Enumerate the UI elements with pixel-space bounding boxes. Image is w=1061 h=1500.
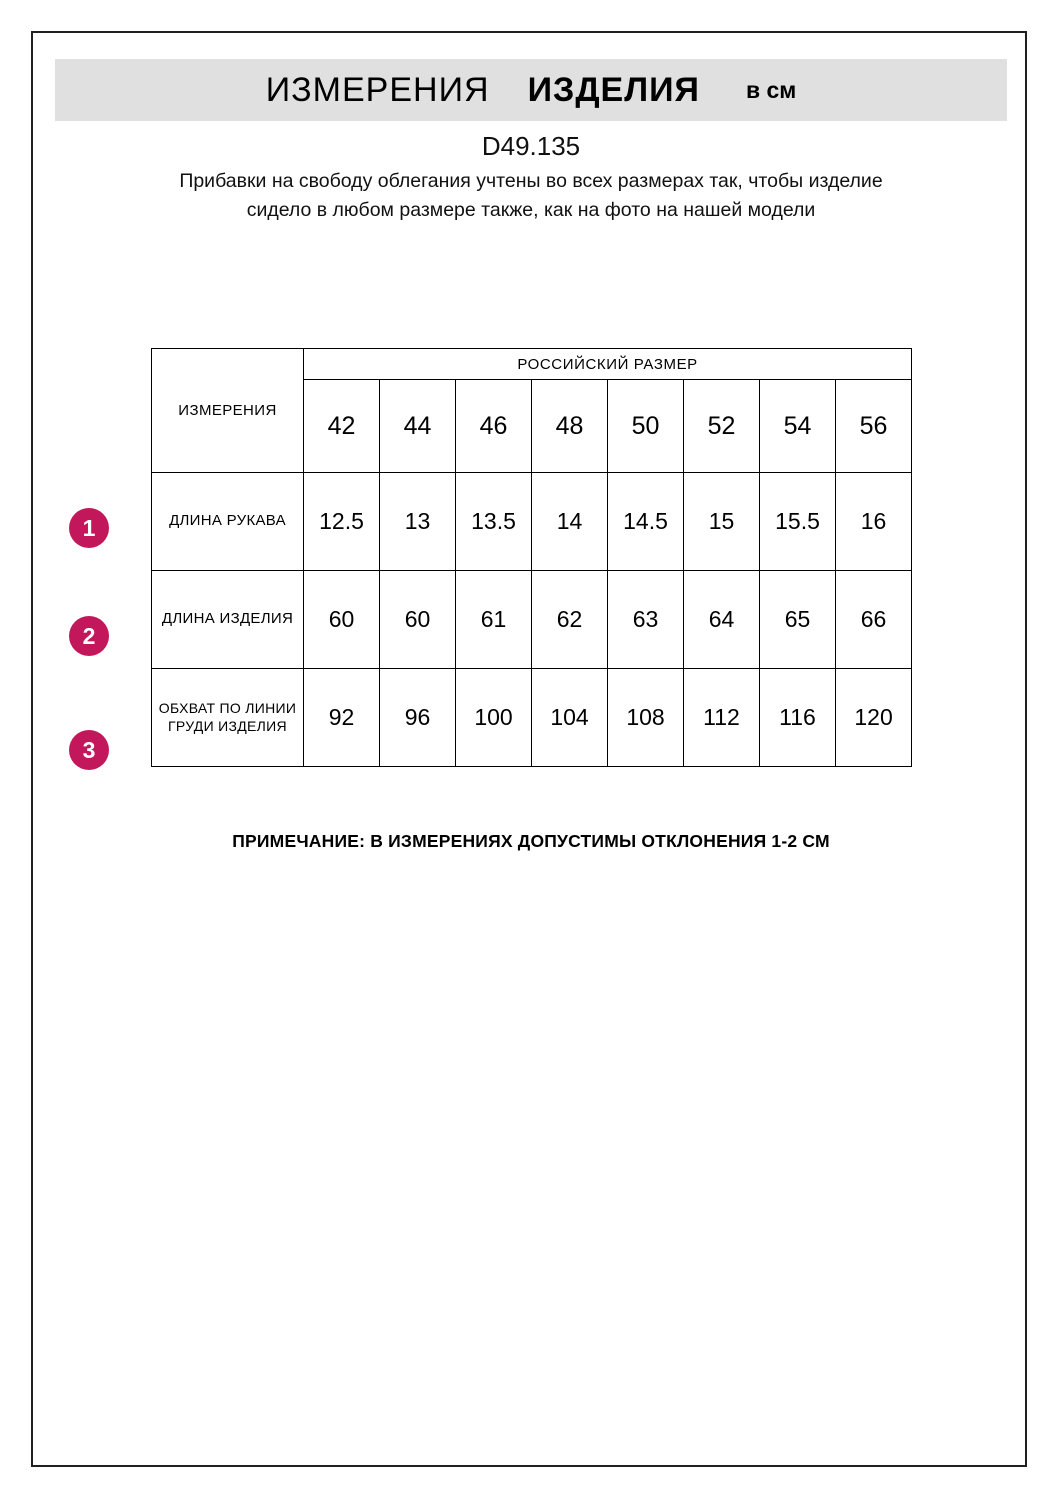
- header-title-product: ИЗДЕЛИЯ: [527, 70, 700, 109]
- size-header-44: 44: [380, 380, 456, 473]
- note-text: ПРИМЕЧАНИЕ: В ИЗМЕРЕНИЯХ ДОПУСТИМЫ ОТКЛОНЕНИЯ 1-2 СМ: [232, 831, 830, 851]
- value-sleeve-46: 13.5: [456, 473, 532, 571]
- header-title-measurements: ИЗМЕРЕНИЯ: [265, 70, 490, 109]
- value-length-42: 60: [304, 571, 380, 669]
- value-sleeve-52: 15: [684, 473, 760, 571]
- value-length-46: 61: [456, 571, 532, 669]
- size-table-wrapper: [82, 348, 911, 767]
- value-length-50: 63: [608, 571, 684, 669]
- table-row-group-header: [152, 349, 912, 380]
- size-table: [151, 348, 912, 767]
- measurement-label-product-length: ДЛИНА ИЗДЕЛИЯ: [152, 571, 304, 669]
- value-chest-42: 92: [304, 669, 380, 767]
- article-code: D49.135: [481, 131, 581, 161]
- value-length-44: 60: [380, 571, 456, 669]
- value-chest-46: 100: [456, 669, 532, 767]
- size-header-42: 42: [304, 380, 380, 473]
- value-sleeve-42: 12.5: [304, 473, 380, 571]
- value-sleeve-44: 13: [380, 473, 456, 571]
- measurement-marker-2: 2: [69, 616, 109, 656]
- value-chest-44: 96: [380, 669, 456, 767]
- table-row: [152, 473, 912, 571]
- table-size-group-header: РОССИЙСКИЙ РАЗМЕР: [304, 349, 912, 380]
- value-chest-48: 104: [532, 669, 608, 767]
- table-corner-label: ИЗМЕРЕНИЯ: [152, 349, 304, 473]
- value-sleeve-50: 14.5: [608, 473, 684, 571]
- value-length-52: 64: [684, 571, 760, 669]
- value-chest-52: 112: [684, 669, 760, 767]
- size-header-48: 48: [532, 380, 608, 473]
- value-chest-54: 116: [760, 669, 836, 767]
- header-band: [55, 59, 1007, 121]
- size-header-50: 50: [608, 380, 684, 473]
- header-units-label: в см: [745, 76, 797, 103]
- value-length-56: 66: [836, 571, 912, 669]
- value-chest-50: 108: [608, 669, 684, 767]
- measurement-label-chest-girth: ОБХВАТ ПО ЛИНИИ ГРУДИ ИЗДЕЛИЯ: [152, 669, 304, 767]
- description-text: Прибавки на свободу облегания учтены во всех размерах так, чтобы изделие сидело в любом размере также, как на фото на нашей модели: [179, 170, 883, 221]
- size-header-54: 54: [760, 380, 836, 473]
- value-sleeve-48: 14: [532, 473, 608, 571]
- measurement-marker-3: 3: [69, 730, 109, 770]
- value-chest-56: 120: [836, 669, 912, 767]
- size-header-56: 56: [836, 380, 912, 473]
- value-length-54: 65: [760, 571, 836, 669]
- table-row: [152, 571, 912, 669]
- value-sleeve-54: 15.5: [760, 473, 836, 571]
- size-header-52: 52: [684, 380, 760, 473]
- measurement-marker-1: 1: [69, 508, 109, 548]
- page-border: [31, 31, 1027, 1467]
- measurement-label-sleeve-length: ДЛИНА РУКАВА: [152, 473, 304, 571]
- size-header-46: 46: [456, 380, 532, 473]
- value-sleeve-56: 16: [836, 473, 912, 571]
- value-length-48: 62: [532, 571, 608, 669]
- table-row: [152, 669, 912, 767]
